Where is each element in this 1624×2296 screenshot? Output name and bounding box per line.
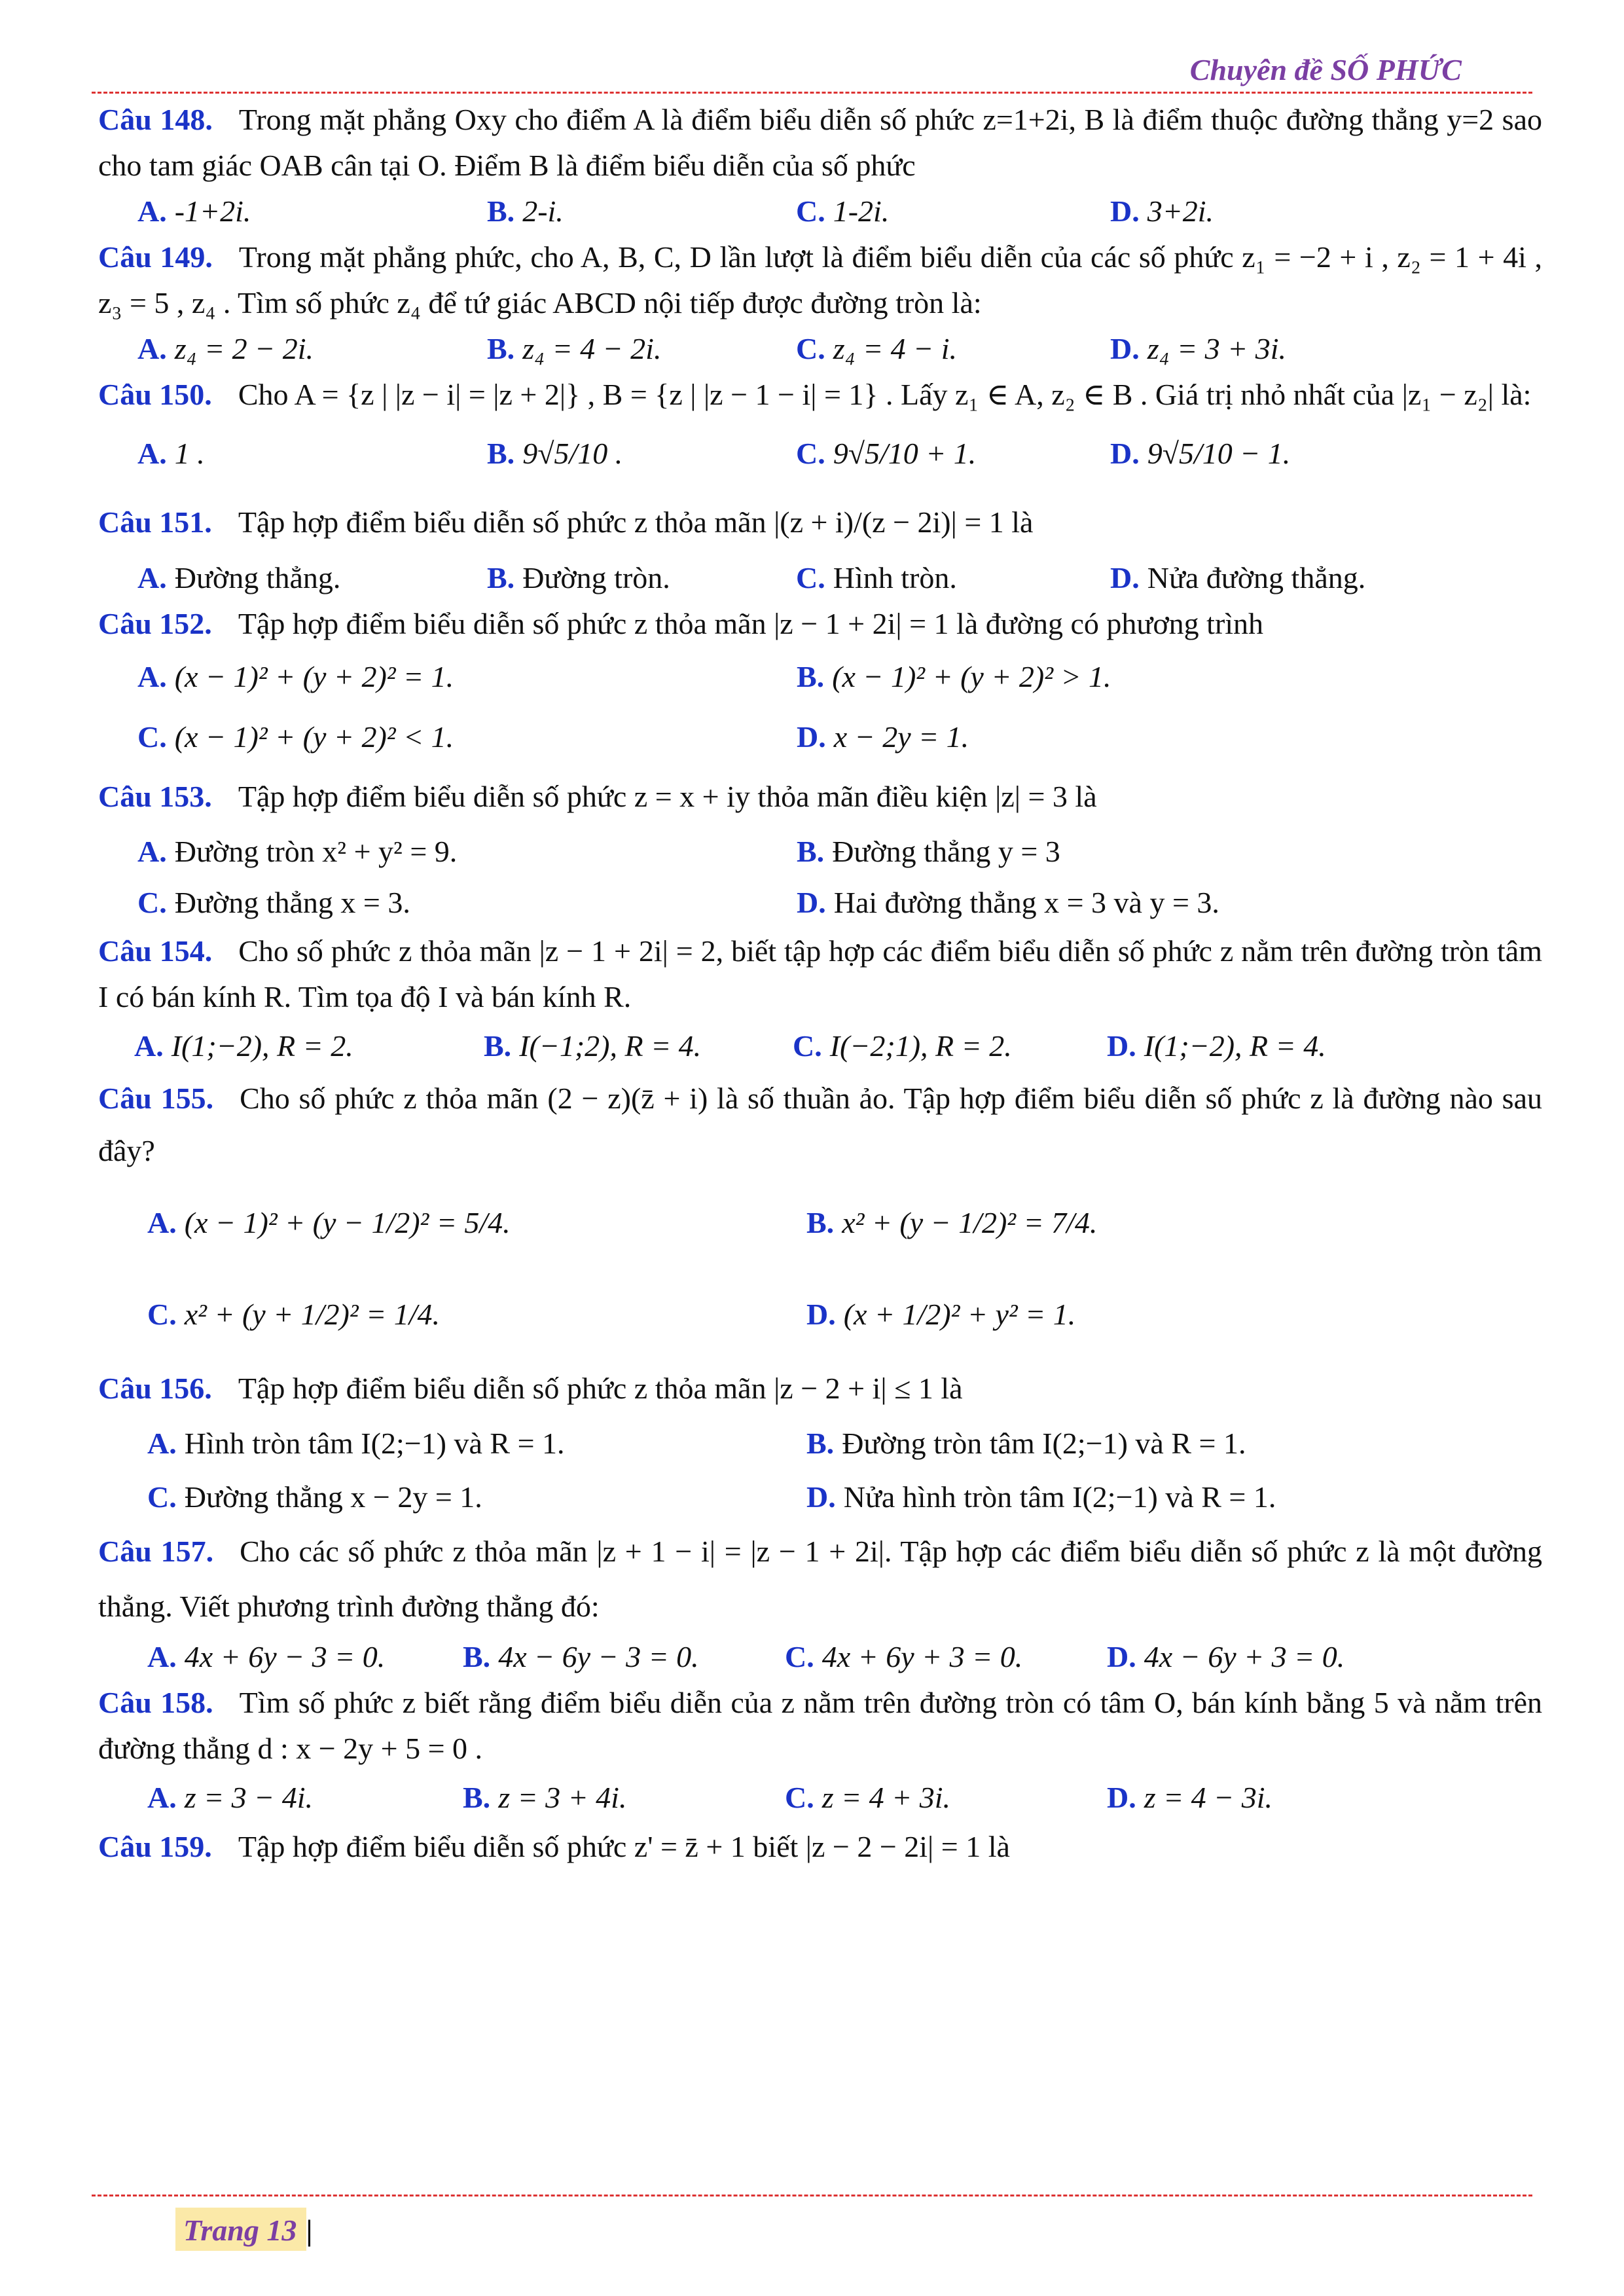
option-d: D. I(1;−2), R = 4. [1107,1029,1326,1063]
option-b: B. Đường tròn. [487,561,670,594]
question-149 [98,234,1542,372]
option-d: D. Nửa hình tròn tâm I(2;−1) và R = 1. [806,1480,1276,1514]
question-list [98,97,1542,1870]
question-label: Câu 159. [98,1830,212,1863]
option-c: C. z₄ = 4 − i. [796,332,957,365]
question-label: Câu 150. [98,378,212,411]
option-a: A. 4x + 6y − 3 = 0. [147,1640,386,1673]
option-c: C. (x − 1)² + (y + 2)² < 1. [137,720,454,754]
option-d: D. 4x − 6y + 3 = 0. [1107,1640,1345,1673]
option-b: B. I(−1;2), R = 4. [484,1029,702,1063]
option-a: A. z = 3 − 4i. [147,1781,313,1814]
question-150 [98,372,1542,490]
option-c: C. x² + (y + 1/2)² = 1/4. [147,1298,440,1331]
option-c: C. 1-2i. [796,194,890,228]
option-d: D. x − 2y = 1. [797,720,969,754]
option-a: A. 1 . [137,437,205,470]
question-stem: Tìm số phức z biết rằng điểm biểu diễn của z nằm trên đường tròn có tâm O, bán kính bằng 5 và nằm trên đường thẳng d : x − 2y + 5 = 0 . [98,1686,1542,1765]
question-stem: Trong mặt phẳng Oxy cho điểm A là điểm biểu diễn số phức z=1+2i, B là điểm thuộc đường thẳng y=2 sao cho tam giác OAB cân tại O. Điểm B là điểm biểu diễn của số phức [98,103,1543,182]
question-148 [98,97,1542,234]
question-stem: Cho số phức z thỏa mãn (2 − z)(z̄ + i) là số thuần ảo. Tập hợp điểm biểu diễn số phức z là đường nào sau đây? [98,1082,1542,1167]
question-label: Câu 158. [98,1686,213,1719]
option-a: A. (x − 1)² + (y + 2)² = 1. [137,660,454,693]
question-156 [98,1360,1542,1524]
question-stem: Tập hợp điểm biểu diễn số phức z' = z̄ + 1 biết |z − 2 − 2i| = 1 là [238,1830,1010,1863]
question-158 [98,1680,1542,1824]
header-divider [92,92,1532,94]
question-151 [98,490,1542,601]
option-d: D. 3+2i. [1110,194,1214,228]
option-b: B. z = 3 + 4i. [463,1781,627,1814]
page-number: Trang 13 | [183,2214,313,2247]
header-title: Chuyên đề SỐ PHỨC [1189,53,1462,86]
question-label: Câu 148. [98,103,213,136]
question-label: Câu 157. [98,1535,214,1568]
option-a: A. Đường tròn x² + y² = 9. [137,835,458,868]
option-d: D. Hai đường thẳng x = 3 và y = 3. [797,886,1219,919]
question-label: Câu 151. [98,505,212,539]
option-d: D. z = 4 − 3i. [1107,1781,1272,1814]
question-stem: Tập hợp điểm biểu diễn số phức z = x + iy thỏa mãn điều kiện |z| = 3 là [238,780,1097,813]
option-b: B. (x − 1)² + (y + 2)² > 1. [797,660,1111,693]
option-b: B. 9√5/10 . [487,437,623,470]
question-152 [98,601,1542,767]
question-stem: Cho số phức z thỏa mãn |z − 1 + 2i| = 2, biết tập hợp các điểm biểu diễn số phức z nằm trên đường tròn tâm I có bán kính R. Tìm tọa độ I và bán kính R. [98,934,1542,1013]
question-stem: Tập hợp điểm biểu diễn số phức z thỏa mãn |(z + i)/(z − 2i)| = 1 là [238,505,1034,539]
footer-divider [92,2195,1532,2196]
option-c: C. 9√5/10 + 1. [796,437,977,470]
option-c: C. 4x + 6y + 3 = 0. [785,1640,1023,1673]
option-a: A. Hình tròn tâm I(2;−1) và R = 1. [147,1427,565,1460]
option-c: C. Đường thẳng x − 2y = 1. [147,1480,482,1514]
question-label: Câu 153. [98,780,212,813]
question-stem: Tập hợp điểm biểu diễn số phức z thỏa mãn |z − 1 + 2i| = 1 là đường có phương trình [238,607,1264,640]
option-d: D. 9√5/10 − 1. [1110,437,1291,470]
option-a: A. z₄ = 2 − 2i. [137,332,314,365]
option-a: A. (x − 1)² + (y − 1/2)² = 5/4. [147,1206,511,1239]
question-153 [98,767,1542,928]
question-155 [98,1072,1542,1360]
option-d: D. (x + 1/2)² + y² = 1. [806,1298,1076,1331]
question-label: Câu 155. [98,1082,214,1115]
option-b: B. Đường thẳng y = 3 [797,835,1060,868]
question-stem: Trong mặt phẳng phức, cho A, B, C, D lần lượt là điểm biểu diễn của các số phức z₁ = −2 + i , z₂ = 1 + 4i , z₃ = 5 , z₄ . Tìm số phức z₄ để tứ giác ABCD nội tiếp được đường tròn là: [98,240,1542,319]
question-159 [98,1824,1542,1870]
question-stem: Tập hợp điểm biểu diễn số phức z thỏa mãn |z − 2 + i| ≤ 1 là [238,1372,963,1405]
question-157 [98,1524,1542,1680]
question-label: Câu 149. [98,240,213,274]
question-stem: Cho A = {z | |z − i| = |z + 2|} , B = {z | |z − 1 − i| = 1} . Lấy z₁ ∈ A, z₂ ∈ B . Giá trị nhỏ nhất của |z₁ − z₂| là: [238,378,1532,411]
option-a: A. Đường thẳng. [137,561,341,594]
option-d: D. z₄ = 3 + 3i. [1110,332,1286,365]
question-154 [98,928,1542,1072]
option-a: A. -1+2i. [137,194,251,228]
option-c: C. Hình tròn. [796,561,957,594]
option-b: B. Đường tròn tâm I(2;−1) và R = 1. [806,1427,1246,1460]
question-stem: Cho các số phức z thỏa mãn |z + 1 − i| = |z − 1 + 2i|. Tập hợp các điểm biểu diễn số phức z là một đường thẳng. Viết phương trình đường thẳng đó: [98,1535,1542,1623]
option-b: B. 2-i. [487,194,564,228]
question-label: Câu 156. [98,1372,212,1405]
option-b: B. 4x − 6y − 3 = 0. [463,1640,699,1673]
option-a: A. I(1;−2), R = 2. [134,1029,353,1063]
question-label: Câu 154. [98,934,213,968]
option-d: D. Nửa đường thẳng. [1110,561,1366,594]
option-c: C. z = 4 + 3i. [785,1781,950,1814]
option-c: C. Đường thẳng x = 3. [137,886,410,919]
question-label: Câu 152. [98,607,212,640]
option-b: B. x² + (y − 1/2)² = 7/4. [806,1206,1098,1239]
option-c: C. I(−2;1), R = 2. [793,1029,1012,1063]
option-b: B. z₄ = 4 − 2i. [487,332,662,365]
